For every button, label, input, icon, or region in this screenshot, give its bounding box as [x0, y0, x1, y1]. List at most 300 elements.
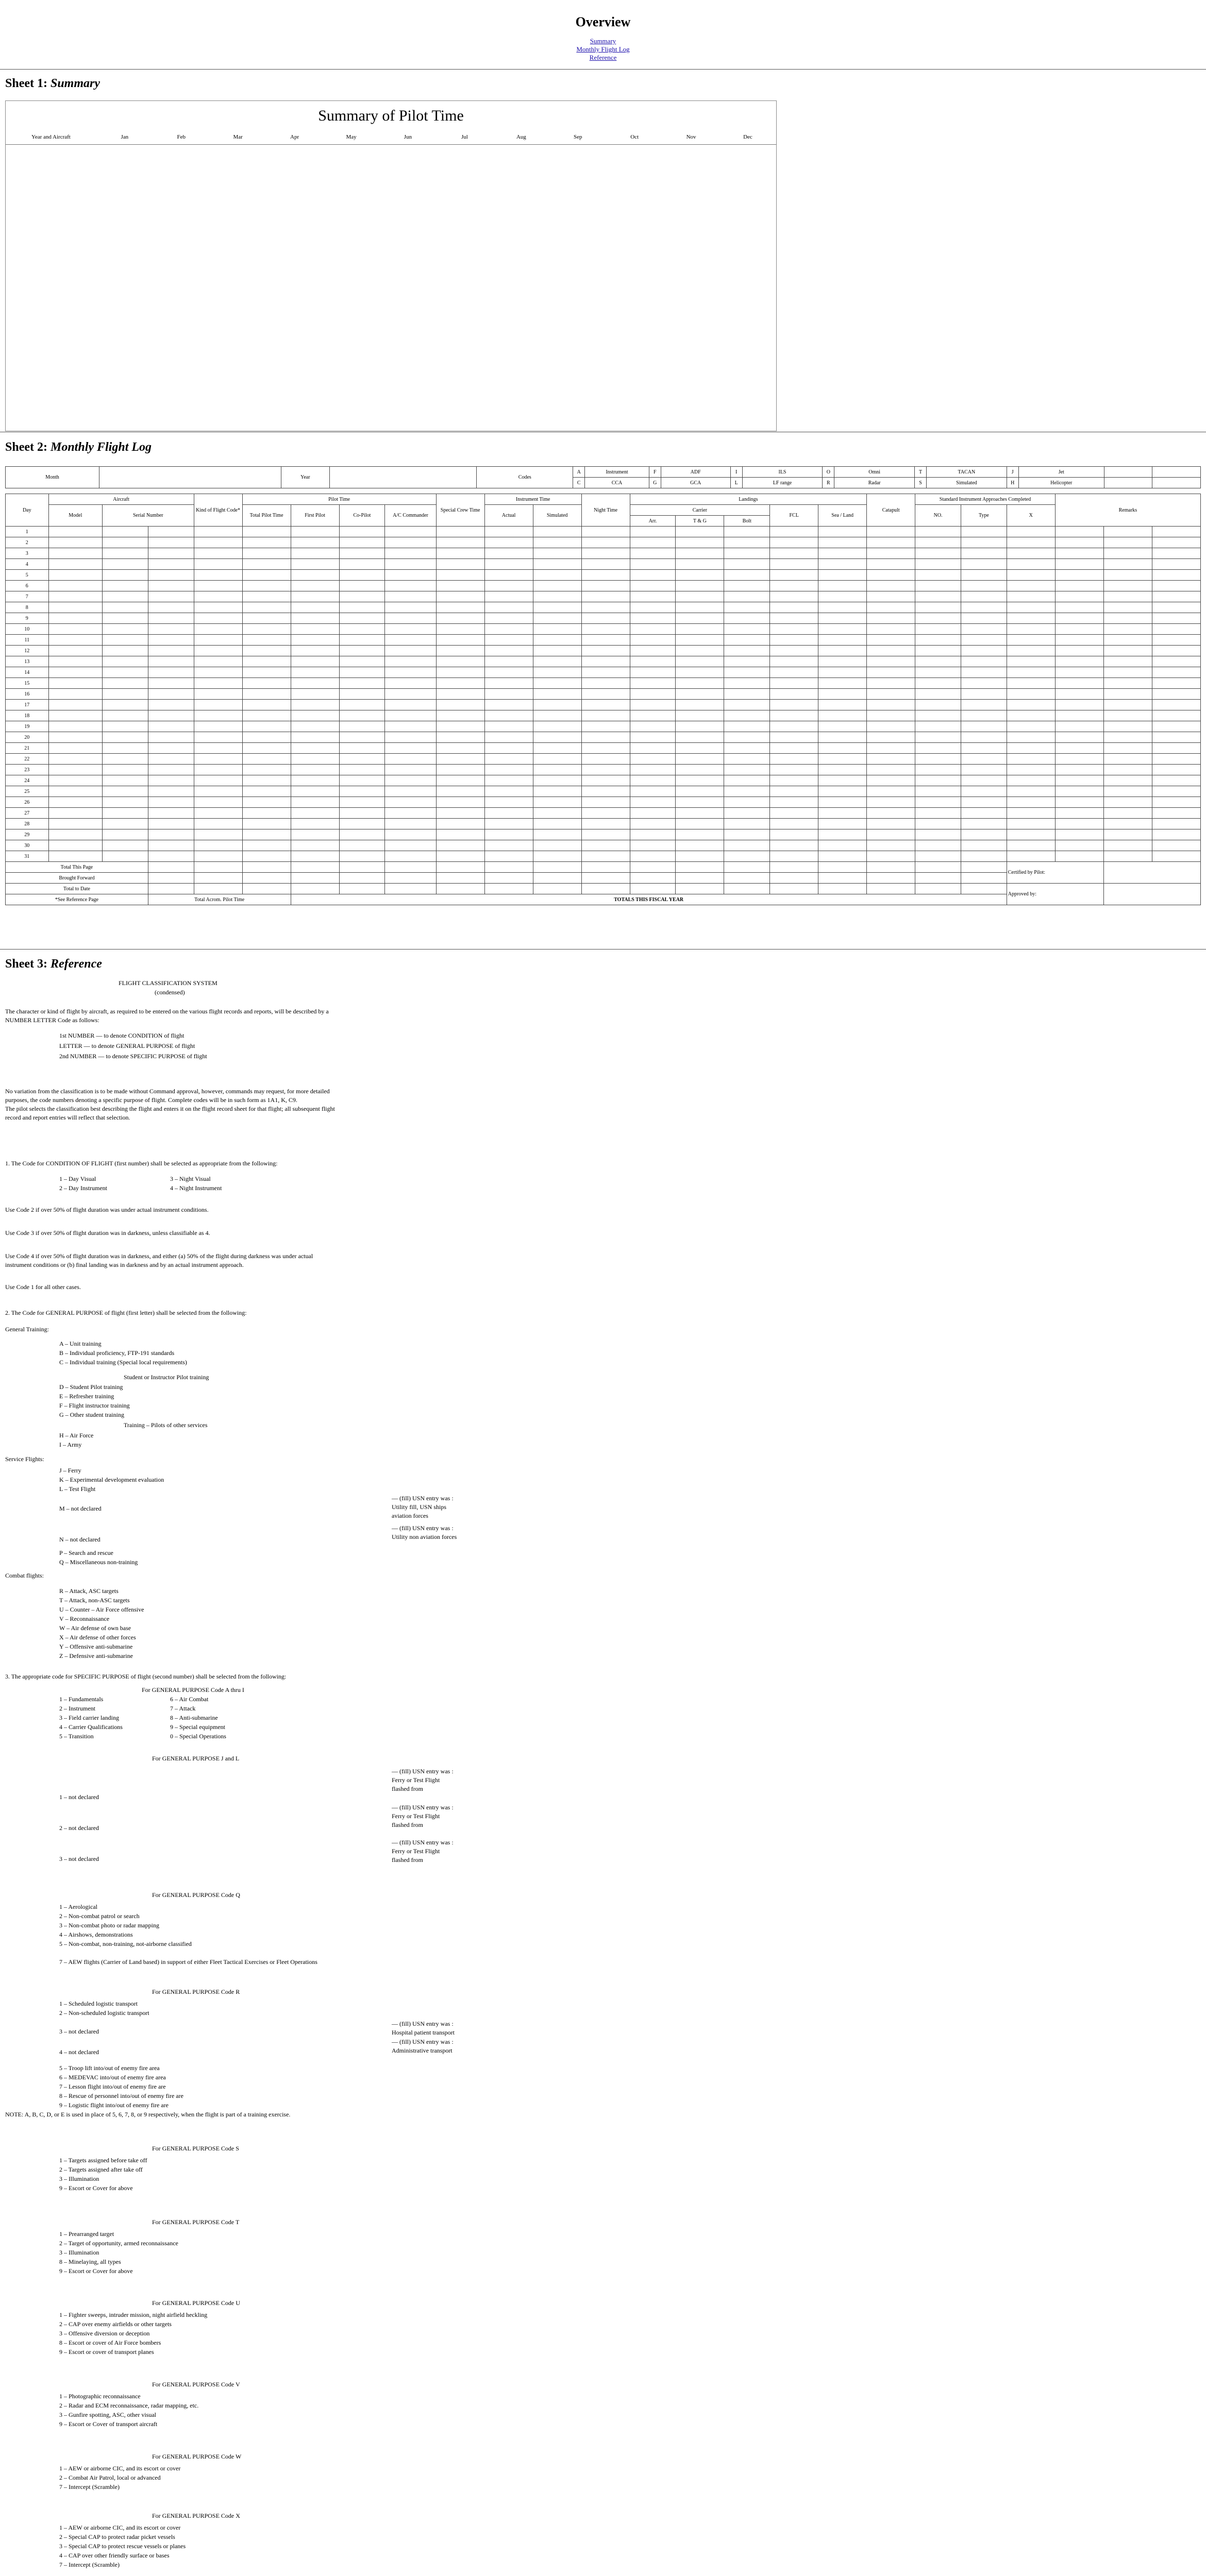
log-cell[interactable] — [1103, 591, 1152, 602]
log-cell[interactable] — [818, 743, 867, 754]
log-cell[interactable] — [961, 656, 1007, 667]
log-cell[interactable] — [103, 678, 148, 689]
log-cell[interactable] — [915, 667, 961, 678]
log-cell[interactable] — [1007, 678, 1055, 689]
log-cell[interactable] — [770, 786, 818, 797]
log-cell[interactable] — [630, 819, 676, 829]
log-cell[interactable] — [676, 656, 724, 667]
log-cell[interactable] — [242, 829, 291, 840]
log-cell[interactable] — [630, 656, 676, 667]
log-cell[interactable] — [242, 797, 291, 808]
log-cell[interactable] — [148, 797, 194, 808]
log-cell[interactable] — [242, 656, 291, 667]
log-cell[interactable] — [148, 667, 194, 678]
log-cell[interactable] — [385, 678, 436, 689]
log-cell[interactable] — [1007, 710, 1055, 721]
log-cell[interactable] — [385, 819, 436, 829]
log-cell[interactable] — [148, 721, 194, 732]
log-cell[interactable] — [533, 635, 581, 646]
log-cell[interactable] — [867, 797, 915, 808]
log-cell[interactable] — [148, 829, 194, 840]
log-cell[interactable] — [1152, 548, 1200, 559]
log-cell[interactable] — [385, 548, 436, 559]
log-cell[interactable] — [242, 667, 291, 678]
log-cell[interactable] — [818, 581, 867, 591]
log-cell[interactable] — [291, 646, 339, 656]
log-cell[interactable] — [194, 559, 242, 570]
log-cell[interactable] — [385, 570, 436, 581]
log-cell[interactable] — [484, 829, 533, 840]
log-cell[interactable] — [242, 678, 291, 689]
log-cell[interactable] — [484, 678, 533, 689]
log-cell[interactable] — [1055, 765, 1103, 775]
log-cell[interactable] — [103, 732, 148, 743]
log-cell[interactable] — [867, 765, 915, 775]
log-cell[interactable] — [484, 786, 533, 797]
log-cell[interactable] — [915, 754, 961, 765]
log-cell[interactable] — [915, 851, 961, 862]
log-cell[interactable] — [867, 570, 915, 581]
log-cell[interactable] — [242, 851, 291, 862]
log-cell[interactable] — [385, 537, 436, 548]
log-cell[interactable] — [533, 548, 581, 559]
log-cell[interactable] — [1007, 537, 1055, 548]
log-cell[interactable] — [242, 732, 291, 743]
log-cell[interactable] — [339, 581, 385, 591]
log-cell[interactable] — [676, 710, 724, 721]
log-cell[interactable] — [484, 559, 533, 570]
log-cell[interactable] — [48, 624, 102, 635]
log-cell[interactable] — [484, 700, 533, 710]
log-cell[interactable] — [630, 700, 676, 710]
log-cell[interactable] — [961, 624, 1007, 635]
log-cell[interactable] — [770, 819, 818, 829]
log-cell[interactable] — [581, 667, 630, 678]
log-cell[interactable] — [581, 732, 630, 743]
log-cell[interactable] — [484, 667, 533, 678]
log-cell[interactable] — [770, 689, 818, 700]
log-cell[interactable] — [867, 656, 915, 667]
log-cell[interactable] — [1103, 700, 1152, 710]
log-cell[interactable] — [1152, 678, 1200, 689]
log-cell[interactable] — [103, 656, 148, 667]
log-cell[interactable] — [867, 537, 915, 548]
log-cell[interactable] — [1103, 743, 1152, 754]
log-cell[interactable] — [385, 656, 436, 667]
log-cell[interactable] — [818, 559, 867, 570]
log-cell[interactable] — [148, 613, 194, 624]
log-cell[interactable] — [339, 754, 385, 765]
log-cell[interactable] — [1055, 732, 1103, 743]
nav-link-reference[interactable]: Reference — [589, 54, 617, 61]
log-cell[interactable] — [770, 527, 818, 537]
approved-signature[interactable] — [1103, 884, 1200, 905]
log-cell[interactable] — [533, 624, 581, 635]
log-cell[interactable] — [242, 591, 291, 602]
log-cell[interactable] — [291, 624, 339, 635]
log-cell[interactable] — [484, 721, 533, 732]
log-cell[interactable] — [48, 656, 102, 667]
log-cell[interactable] — [1152, 743, 1200, 754]
log-cell[interactable] — [194, 775, 242, 786]
log-cell[interactable] — [1055, 829, 1103, 840]
log-cell[interactable] — [48, 537, 102, 548]
log-cell[interactable] — [1007, 775, 1055, 786]
log-cell[interactable] — [676, 548, 724, 559]
log-cell[interactable] — [339, 667, 385, 678]
log-cell[interactable] — [291, 819, 339, 829]
log-cell[interactable] — [961, 635, 1007, 646]
log-cell[interactable] — [818, 667, 867, 678]
log-cell[interactable] — [915, 829, 961, 840]
log-cell[interactable] — [533, 537, 581, 548]
log-cell[interactable] — [148, 591, 194, 602]
log-cell[interactable] — [436, 591, 484, 602]
log-cell[interactable] — [1055, 819, 1103, 829]
log-cell[interactable] — [961, 548, 1007, 559]
log-cell[interactable] — [1055, 624, 1103, 635]
log-cell[interactable] — [867, 710, 915, 721]
log-cell[interactable] — [581, 765, 630, 775]
log-cell[interactable] — [961, 678, 1007, 689]
log-cell[interactable] — [148, 646, 194, 656]
log-cell[interactable] — [818, 678, 867, 689]
log-cell[interactable] — [339, 797, 385, 808]
log-cell[interactable] — [961, 559, 1007, 570]
log-cell[interactable] — [770, 721, 818, 732]
log-cell[interactable] — [1007, 667, 1055, 678]
log-cell[interactable] — [291, 602, 339, 613]
log-cell[interactable] — [48, 840, 102, 851]
log-cell[interactable] — [676, 689, 724, 700]
log-cell[interactable] — [148, 548, 194, 559]
log-cell[interactable] — [915, 570, 961, 581]
log-cell[interactable] — [148, 765, 194, 775]
log-cell[interactable] — [770, 548, 818, 559]
log-cell[interactable] — [1055, 602, 1103, 613]
log-cell[interactable] — [48, 819, 102, 829]
log-cell[interactable] — [961, 786, 1007, 797]
log-cell[interactable] — [1152, 754, 1200, 765]
log-cell[interactable] — [1055, 710, 1103, 721]
log-cell[interactable] — [1152, 591, 1200, 602]
log-cell[interactable] — [484, 775, 533, 786]
log-cell[interactable] — [770, 537, 818, 548]
log-cell[interactable] — [961, 570, 1007, 581]
log-cell[interactable] — [1152, 851, 1200, 862]
log-cell[interactable] — [818, 829, 867, 840]
log-cell[interactable] — [581, 689, 630, 700]
log-cell[interactable] — [148, 559, 194, 570]
log-cell[interactable] — [291, 840, 339, 851]
log-cell[interactable] — [818, 797, 867, 808]
log-cell[interactable] — [48, 743, 102, 754]
log-cell[interactable] — [339, 840, 385, 851]
log-cell[interactable] — [961, 710, 1007, 721]
log-cell[interactable] — [915, 710, 961, 721]
log-cell[interactable] — [148, 635, 194, 646]
log-cell[interactable] — [103, 667, 148, 678]
log-cell[interactable] — [291, 559, 339, 570]
log-cell[interactable] — [915, 656, 961, 667]
log-cell[interactable] — [867, 559, 915, 570]
log-cell[interactable] — [581, 797, 630, 808]
log-cell[interactable] — [1055, 840, 1103, 851]
log-cell[interactable] — [1103, 851, 1152, 862]
log-cell[interactable] — [1007, 591, 1055, 602]
log-cell[interactable] — [103, 537, 148, 548]
log-cell[interactable] — [724, 537, 770, 548]
year-input[interactable] — [329, 467, 477, 488]
log-cell[interactable] — [385, 743, 436, 754]
log-cell[interactable] — [1152, 527, 1200, 537]
log-cell[interactable] — [48, 732, 102, 743]
log-cell[interactable] — [484, 797, 533, 808]
log-cell[interactable] — [581, 537, 630, 548]
log-cell[interactable] — [1055, 797, 1103, 808]
log-cell[interactable] — [1103, 548, 1152, 559]
log-cell[interactable] — [242, 624, 291, 635]
log-cell[interactable] — [1055, 527, 1103, 537]
log-cell[interactable] — [770, 613, 818, 624]
log-cell[interactable] — [103, 743, 148, 754]
log-cell[interactable] — [385, 527, 436, 537]
log-cell[interactable] — [533, 667, 581, 678]
log-cell[interactable] — [291, 581, 339, 591]
log-cell[interactable] — [385, 829, 436, 840]
log-cell[interactable] — [242, 743, 291, 754]
log-cell[interactable] — [533, 613, 581, 624]
log-cell[interactable] — [724, 840, 770, 851]
log-cell[interactable] — [436, 775, 484, 786]
log-cell[interactable] — [436, 840, 484, 851]
log-cell[interactable] — [484, 591, 533, 602]
log-cell[interactable] — [724, 624, 770, 635]
log-cell[interactable] — [630, 743, 676, 754]
log-cell[interactable] — [242, 710, 291, 721]
log-cell[interactable] — [103, 710, 148, 721]
log-cell[interactable] — [103, 786, 148, 797]
log-cell[interactable] — [48, 829, 102, 840]
log-cell[interactable] — [1152, 819, 1200, 829]
log-cell[interactable] — [1152, 732, 1200, 743]
log-cell[interactable] — [915, 786, 961, 797]
log-cell[interactable] — [867, 851, 915, 862]
log-cell[interactable] — [1055, 646, 1103, 656]
log-cell[interactable] — [103, 548, 148, 559]
log-cell[interactable] — [961, 581, 1007, 591]
log-cell[interactable] — [630, 581, 676, 591]
log-cell[interactable] — [242, 700, 291, 710]
log-cell[interactable] — [1007, 743, 1055, 754]
log-cell[interactable] — [630, 775, 676, 786]
log-cell[interactable] — [1103, 689, 1152, 700]
log-cell[interactable] — [581, 602, 630, 613]
log-cell[interactable] — [339, 570, 385, 581]
log-cell[interactable] — [770, 602, 818, 613]
log-cell[interactable] — [676, 754, 724, 765]
log-cell[interactable] — [484, 689, 533, 700]
log-cell[interactable] — [385, 613, 436, 624]
log-cell[interactable] — [291, 635, 339, 646]
log-cell[interactable] — [194, 646, 242, 656]
log-cell[interactable] — [630, 710, 676, 721]
log-cell[interactable] — [339, 559, 385, 570]
log-cell[interactable] — [676, 797, 724, 808]
log-cell[interactable] — [436, 678, 484, 689]
log-cell[interactable] — [630, 689, 676, 700]
log-cell[interactable] — [1007, 646, 1055, 656]
log-cell[interactable] — [103, 851, 148, 862]
log-cell[interactable] — [676, 635, 724, 646]
log-cell[interactable] — [630, 591, 676, 602]
log-cell[interactable] — [339, 721, 385, 732]
log-cell[interactable] — [436, 851, 484, 862]
log-cell[interactable] — [1152, 710, 1200, 721]
log-cell[interactable] — [581, 829, 630, 840]
log-cell[interactable] — [676, 678, 724, 689]
log-cell[interactable] — [242, 613, 291, 624]
log-cell[interactable] — [915, 527, 961, 537]
log-cell[interactable] — [103, 829, 148, 840]
log-cell[interactable] — [533, 678, 581, 689]
log-cell[interactable] — [818, 721, 867, 732]
log-cell[interactable] — [867, 624, 915, 635]
log-cell[interactable] — [770, 765, 818, 775]
log-cell[interactable] — [103, 754, 148, 765]
log-cell[interactable] — [1152, 613, 1200, 624]
log-cell[interactable] — [533, 851, 581, 862]
log-cell[interactable] — [1103, 721, 1152, 732]
log-cell[interactable] — [339, 808, 385, 819]
log-cell[interactable] — [676, 537, 724, 548]
log-cell[interactable] — [194, 624, 242, 635]
log-cell[interactable] — [385, 786, 436, 797]
log-cell[interactable] — [1055, 808, 1103, 819]
log-cell[interactable] — [724, 775, 770, 786]
log-cell[interactable] — [533, 591, 581, 602]
log-cell[interactable] — [436, 548, 484, 559]
log-cell[interactable] — [581, 786, 630, 797]
log-cell[interactable] — [770, 624, 818, 635]
log-cell[interactable] — [676, 786, 724, 797]
log-cell[interactable] — [1103, 732, 1152, 743]
log-cell[interactable] — [724, 656, 770, 667]
log-cell[interactable] — [48, 635, 102, 646]
log-cell[interactable] — [961, 527, 1007, 537]
log-cell[interactable] — [724, 635, 770, 646]
log-cell[interactable] — [915, 797, 961, 808]
log-cell[interactable] — [242, 775, 291, 786]
log-cell[interactable] — [291, 678, 339, 689]
log-cell[interactable] — [436, 537, 484, 548]
log-cell[interactable] — [581, 548, 630, 559]
log-cell[interactable] — [533, 527, 581, 537]
log-cell[interactable] — [385, 765, 436, 775]
log-cell[interactable] — [915, 765, 961, 775]
log-cell[interactable] — [148, 808, 194, 819]
log-cell[interactable] — [724, 797, 770, 808]
log-cell[interactable] — [484, 765, 533, 775]
log-cell[interactable] — [1007, 721, 1055, 732]
log-cell[interactable] — [436, 829, 484, 840]
log-cell[interactable] — [339, 591, 385, 602]
log-cell[interactable] — [194, 548, 242, 559]
log-cell[interactable] — [1055, 613, 1103, 624]
log-cell[interactable] — [533, 819, 581, 829]
log-cell[interactable] — [484, 656, 533, 667]
log-cell[interactable] — [676, 667, 724, 678]
log-cell[interactable] — [484, 710, 533, 721]
log-cell[interactable] — [194, 797, 242, 808]
log-cell[interactable] — [961, 829, 1007, 840]
log-cell[interactable] — [630, 851, 676, 862]
log-cell[interactable] — [436, 667, 484, 678]
log-cell[interactable] — [194, 786, 242, 797]
log-cell[interactable] — [242, 808, 291, 819]
log-cell[interactable] — [48, 548, 102, 559]
log-cell[interactable] — [1152, 646, 1200, 656]
log-cell[interactable] — [291, 527, 339, 537]
log-cell[interactable] — [818, 591, 867, 602]
log-cell[interactable] — [630, 527, 676, 537]
log-cell[interactable] — [867, 754, 915, 765]
log-cell[interactable] — [436, 808, 484, 819]
log-cell[interactable] — [867, 591, 915, 602]
log-cell[interactable] — [148, 678, 194, 689]
log-cell[interactable] — [1152, 624, 1200, 635]
log-cell[interactable] — [1103, 786, 1152, 797]
log-cell[interactable] — [339, 732, 385, 743]
log-cell[interactable] — [339, 851, 385, 862]
log-cell[interactable] — [484, 527, 533, 537]
log-cell[interactable] — [770, 591, 818, 602]
log-cell[interactable] — [630, 840, 676, 851]
log-cell[interactable] — [242, 689, 291, 700]
log-cell[interactable] — [1103, 819, 1152, 829]
log-cell[interactable] — [436, 732, 484, 743]
log-cell[interactable] — [867, 689, 915, 700]
log-cell[interactable] — [242, 754, 291, 765]
log-cell[interactable] — [242, 840, 291, 851]
log-cell[interactable] — [676, 721, 724, 732]
log-cell[interactable] — [1007, 765, 1055, 775]
log-cell[interactable] — [1152, 667, 1200, 678]
log-cell[interactable] — [291, 851, 339, 862]
log-cell[interactable] — [630, 754, 676, 765]
log-cell[interactable] — [339, 743, 385, 754]
log-cell[interactable] — [867, 635, 915, 646]
log-cell[interactable] — [339, 548, 385, 559]
log-cell[interactable] — [1152, 700, 1200, 710]
log-cell[interactable] — [867, 819, 915, 829]
log-cell[interactable] — [867, 646, 915, 656]
log-cell[interactable] — [818, 851, 867, 862]
log-cell[interactable] — [818, 537, 867, 548]
log-cell[interactable] — [291, 754, 339, 765]
log-cell[interactable] — [676, 613, 724, 624]
log-cell[interactable] — [1103, 635, 1152, 646]
log-cell[interactable] — [436, 602, 484, 613]
log-cell[interactable] — [194, 840, 242, 851]
log-cell[interactable] — [385, 797, 436, 808]
log-cell[interactable] — [48, 678, 102, 689]
log-cell[interactable] — [1152, 786, 1200, 797]
log-cell[interactable] — [630, 602, 676, 613]
log-cell[interactable] — [961, 667, 1007, 678]
log-cell[interactable] — [1007, 624, 1055, 635]
log-cell[interactable] — [48, 689, 102, 700]
